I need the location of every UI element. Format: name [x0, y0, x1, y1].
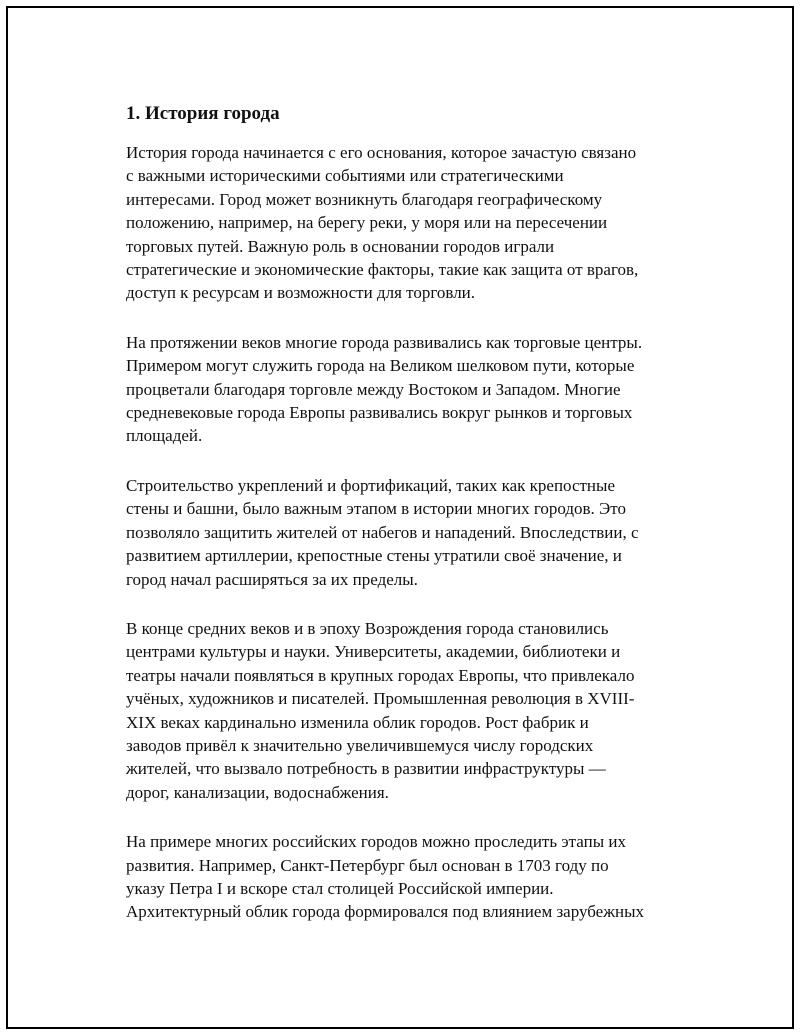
text-line: На протяжении веков многие города развивались как торговые центры.	[126, 332, 643, 352]
text-line: стратегические и экономические факторы, такие как защита от врагов,	[126, 260, 639, 280]
text-line: Примером могут служить города на Великом шелковом пути, которые	[126, 356, 635, 376]
paragraph-founding	[126, 141, 696, 305]
text-line: площадей.	[126, 426, 203, 446]
text-line: процветали благодаря торговле между Востоком и Западом. Многие	[126, 379, 621, 399]
paragraph-trade	[126, 331, 696, 448]
text-line: с важными историческими событиями или стратегическими	[126, 166, 564, 186]
paragraph-fortifications	[126, 474, 696, 591]
page-frame	[6, 6, 794, 1029]
text-line: театры начали появляться в крупных городах Европы, что привлекало	[126, 665, 635, 685]
document-body	[126, 101, 696, 950]
text-line: центрами культуры и науки. Университеты, академии, библиотеки и	[126, 642, 621, 662]
text-line: дорог, канализации, водоснабжения.	[126, 782, 389, 802]
text-line: На примере многих российских городов можно проследить этапы их	[126, 832, 626, 852]
text-line: средневековые города Европы развивались вокруг рынков и торговых	[126, 403, 633, 423]
text-line: город начал расширяться за их пределы.	[126, 569, 418, 589]
text-line: XIX веках кардинально изменила облик городов. Рост фабрик и	[126, 712, 589, 732]
text-line: стены и башни, было важным этапом в истории многих городов. Это	[126, 499, 626, 519]
text-line: указу Петра I и вскоре стал столицей Российской империи.	[126, 878, 554, 898]
text-line: положению, например, на берегу реки, у моря или на пересечении	[126, 213, 608, 233]
text-line: Строительство укреплений и фортификаций, таких как крепостные	[126, 475, 615, 495]
text-line: В конце средних веков и в эпоху Возрождения города становились	[126, 618, 609, 638]
text-line: развития. Например, Санкт-Петербург был основан в 1703 году по	[126, 855, 609, 875]
text-line: развитием артиллерии, крепостные стены утратили своё значение, и	[126, 546, 622, 566]
text-line: заводов привёл к значительно увеличившемуся числу городских	[126, 735, 594, 755]
text-line: интересами. Город может возникнуть благодаря географическому	[126, 189, 603, 209]
text-line: торговых путей. Важную роль в основании городов играли	[126, 236, 555, 256]
text-line: доступ к ресурсам и возможности для торговли.	[126, 283, 476, 303]
text-line: Архитектурный облик города формировался под влиянием зарубежных	[126, 902, 644, 922]
paragraph-russian-cities	[126, 830, 696, 924]
text-line: История города начинается с его основания, которое зачастую связано	[126, 143, 637, 162]
text-line: позволяло защитить жителей от набегов и нападений. Впоследствии, с	[126, 522, 639, 542]
paragraph-renaissance-industry	[126, 617, 696, 804]
text-line: жителей, что вызвало потребность в развитии инфраструктуры —	[126, 759, 606, 779]
section-heading: 1. История города	[126, 103, 280, 124]
text-line: учёных, художников и писателей. Промышленная революция в XVIII-	[126, 689, 635, 709]
